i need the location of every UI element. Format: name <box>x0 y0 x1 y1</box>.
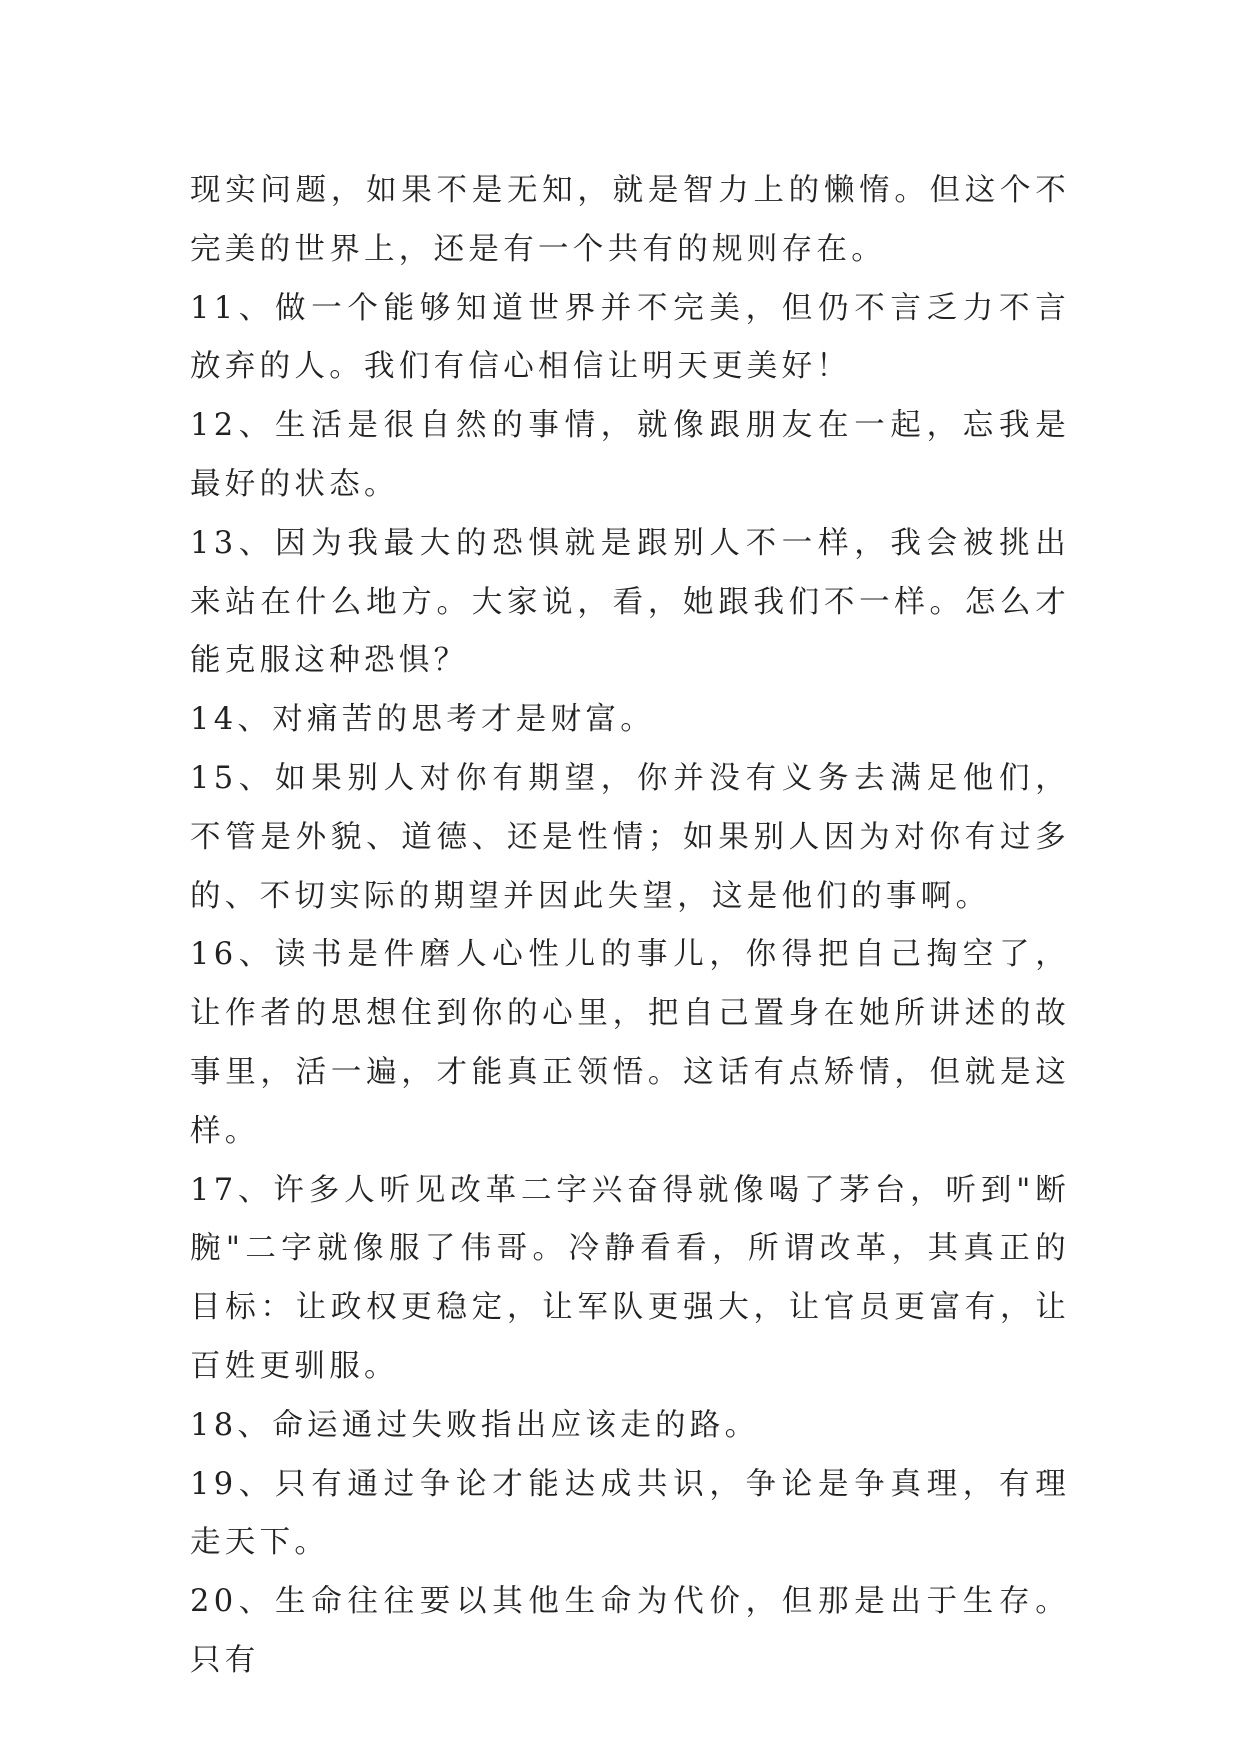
paragraph-item-18: 18、命运通过失败指出应该走的路。 <box>190 1407 760 1443</box>
paragraph-item-15: 15、如果别人对你有期望，你并没有义务去满足他们，不管是外貌、道德、还是性情；如果别人因为对你有过多的、不切实际的期望并因此失望，这是他们的事啊。 <box>190 760 1070 914</box>
paragraph-item-14: 14、对痛苦的思考才是财富。 <box>190 702 656 738</box>
paragraph-item-20: 20、生命往往要以其他生命为代价，但那是出于生存。只有 <box>190 1584 1070 1678</box>
paragraph-item-16: 16、读书是件磨人心性儿的事儿，你得把自己掏空了，让作者的思想住到你的心里，把自己置身在她所讲述的故事里，活一遍，才能真正领悟。这话有点矫情，但就是这样。 <box>190 937 1070 1149</box>
paragraph-item-11: 11、做一个能够知道世界并不完美，但仍不言乏力不言放弃的人。我们有信心相信让明天更美好！ <box>190 290 1070 385</box>
paragraph-item-13: 13、因为我最大的恐惧就是跟别人不一样，我会被挑出来站在什么地方。大家说，看，她跟我们不一样。怎么才能克服这种恐惧？ <box>190 525 1070 679</box>
paragraph-item-12: 12、生活是很自然的事情，就像跟朋友在一起，忘我是最好的状态。 <box>190 408 1070 502</box>
paragraph-item-17: 17、许多人听见改革二字兴奋得就像喝了茅台，听到"断腕"二字就像服了伟哥。冷静看看，所谓改革，其真正的目标：让政权更稳定，让军队更强大，让官员更富有，让百姓更驯服。 <box>190 1172 1070 1384</box>
document-body <box>190 162 1070 1691</box>
paragraph-item-19: 19、只有通过争论才能达成共识，争论是争真理，有理走天下。 <box>190 1466 1070 1561</box>
paragraph-continuation: 现实问题，如果不是无知，就是智力上的懒惰。但这个不完美的世界上，还是有一个共有的规则存在。 <box>190 173 1070 267</box>
